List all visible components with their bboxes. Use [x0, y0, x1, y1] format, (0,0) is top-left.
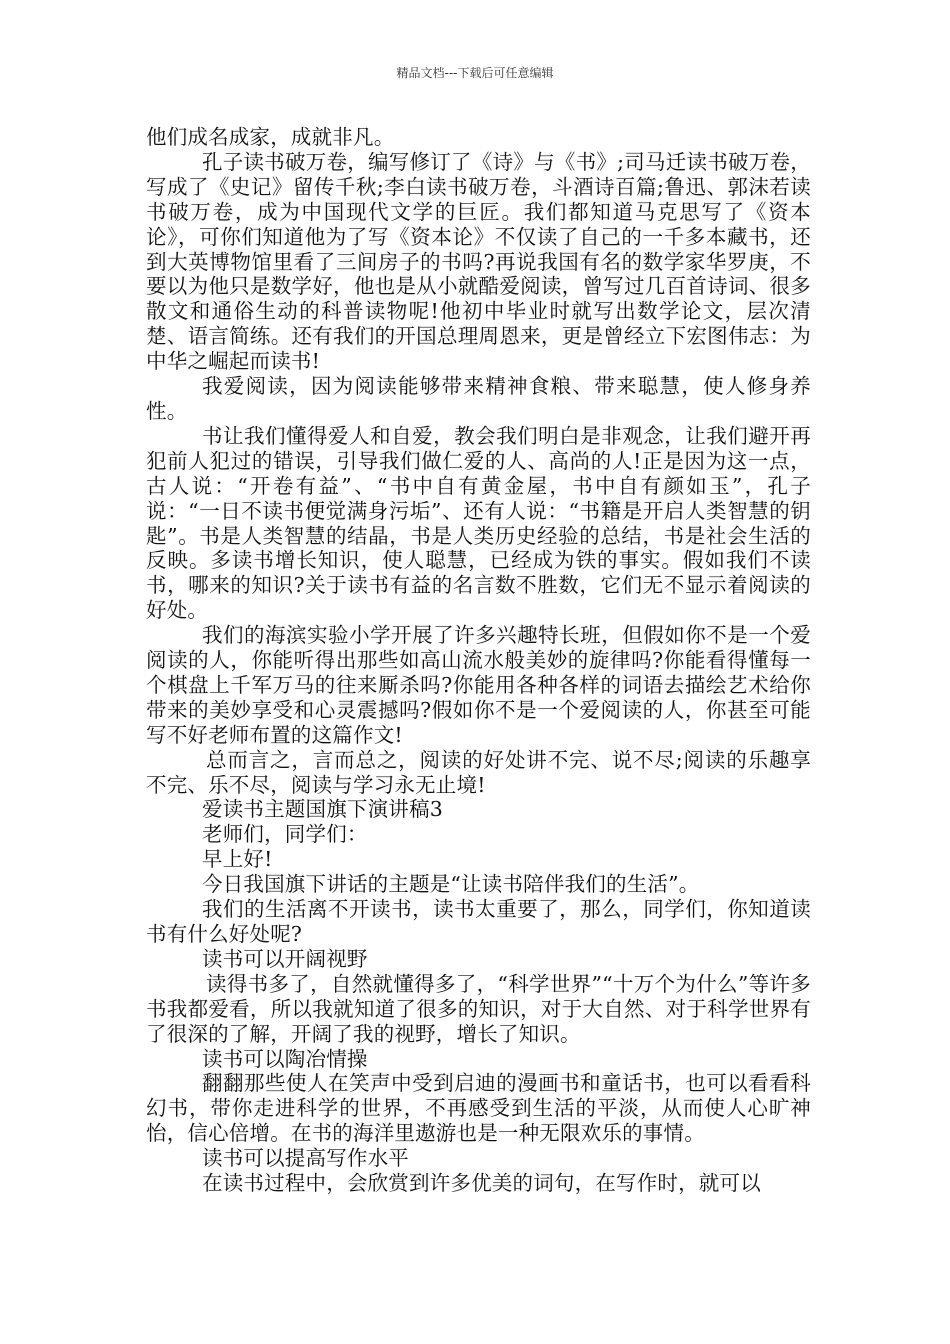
greeting: 早上好!	[202, 847, 273, 872]
paragraph: 在读书过程中，会欣赏到许多优美的词句，在写作时，就可以	[202, 1171, 761, 1196]
subheading: 读书可以提高写作水平	[202, 1146, 409, 1171]
paragraph: 今日我国旗下讲话的主题是“让读书陪伴我们的生活”。	[202, 872, 700, 897]
subheading: 读书可以陶冶情操	[202, 1046, 368, 1071]
salutation: 老师们，同学们：	[202, 822, 368, 847]
section-title: 爱读书主题国旗下演讲稿3	[202, 797, 443, 822]
page-header: 精品文档---下载后可任意编辑	[396, 66, 554, 80]
document-body	[146, 125, 811, 1196]
paragraph: 读得书多了，自然就懂得多了，“科学世界”“十万个为什么”等许多书我都爱看，所以我就知道了很多的知识，对于大自然、对于科学世界有了很深的了解，开阔了我的视野，增长了知识。	[146, 971, 811, 1046]
paragraph: 总而言之，言而总之，阅读的好处讲不完、说不尽;阅读的乐趣享不完、乐不尽，阅读与学习永无止境!	[146, 747, 811, 797]
paragraph: 孔子读书破万卷，编写修订了《诗》与《书》;司马迁读书破万卷，写成了《史记》留传千秋;李白读书破万卷，斗酒诗百篇;鲁迅、郭沫若读书破万卷，成为中国现代文学的巨匠。我们都知道马克思写了《资本论》，可你们知道他为了写《资本论》不仅读了自己的一千多本藏书，还到大英博物馆里看了三间房子的书吗?再说我国有名的数学家华罗庚，不要以为他只是数学好，他也是从小就酷爱阅读，曾写过几百首诗词、很多散文和通俗生动的科普读物呢!他初中毕业时就写出数学论文，层次清楚、语言简练。还有我们的开国总理周恩来，更是曾经立下宏图伟志：为中华之崛起而读书!	[146, 149, 811, 374]
paragraph: 我爱阅读，因为阅读能够带来精神食粮、带来聪慧，使人修身养性。	[146, 374, 811, 423]
paragraph: 他们成名成家，成就非凡。	[146, 125, 395, 149]
paragraph: 翻翻那些使人在笑声中受到启迪的漫画书和童话书，也可以看看科幻书，带你走进科学的世界，不再感受到生活的平淡，从而使人心旷神怡，信心倍增。在书的海洋里遨游也是一种无限欢乐的事情。	[146, 1071, 811, 1146]
subheading: 读书可以开阔视野	[202, 946, 368, 971]
paragraph: 我们的海滨实验小学开展了许多兴趣特长班，但假如你不是一个爱阅读的人，你能听得出那些如高山流水般美妙的旋律吗?你能看得懂每一个棋盘上千军万马的往来厮杀吗?你能用各种各样的词语去描绘艺术给你带来的美妙享受和心灵震撼吗?假如你不是一个爱阅读的人，你甚至可能写不好老师布置的这篇作文!	[146, 623, 811, 747]
paragraph: 书让我们懂得爱人和自爱，教会我们明白是非观念，让我们避开再犯前人犯过的错误，引导我们做仁爱的人、高尚的人!正是因为这一点，古人说：“开卷有益”、“书中自有黄金屋，书中自有颜如玉”，孔子说：“一日不读书便觉满身污垢”、还有人说：“书籍是开启人类智慧的钥匙”。书是人类智慧的结晶，书是人类历史经验的总结，书是社会生活的反映。多读书增长知识，使人聪慧，已经成为铁的事实。假如我们不读书，哪来的知识?关于读书有益的名言数不胜数，它们无不显示着阅读的好处。	[146, 423, 811, 623]
paragraph: 我们的生活离不开读书，读书太重要了，那么，同学们，你知道读书有什么好处呢?	[146, 897, 811, 946]
